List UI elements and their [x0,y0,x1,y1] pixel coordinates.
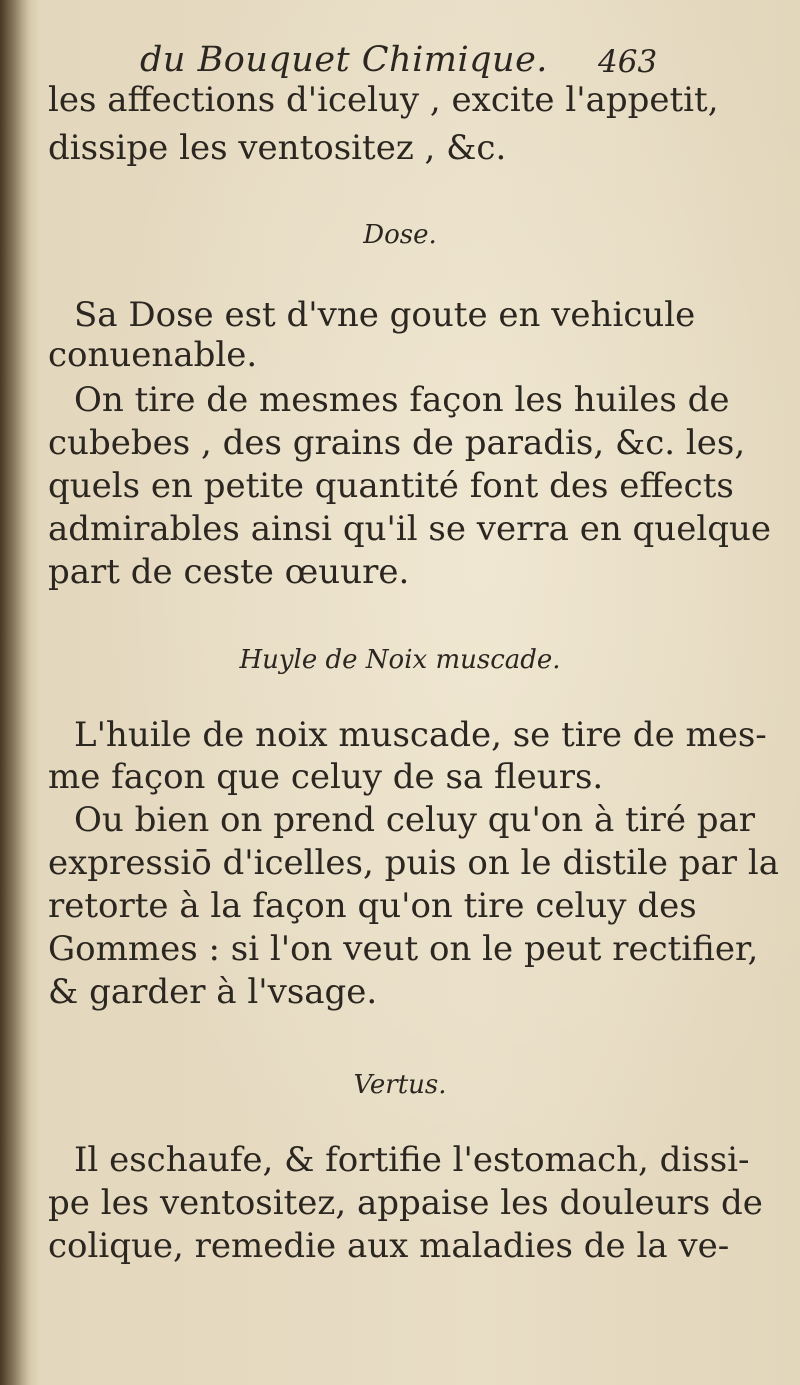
running-title: du Bouquet Chimique. [140,40,548,80]
text-line: L'huile de noix muscade, se tire de mes- [74,715,767,755]
text-line: expressiō d'icelles, puis on le distile par la [48,843,779,883]
text-line: pe les ventositez, appaise les douleurs de [48,1183,763,1223]
text-line: Sa Dose est d'vne goute en vehicule [74,295,696,335]
text-line: part de ceste œuure. [48,552,410,592]
text-line: retorte à la façon qu'on tire celuy des [48,886,697,926]
text-line: colique, remedie aux maladies de la ve- [48,1226,730,1266]
text-line: me façon que celuy de sa fleurs. [48,757,604,797]
text-line: quels en petite quantité font des effects [48,466,734,506]
section-heading-huyle-noix-muscade: Huyle de Noix muscade. [239,645,561,675]
text-line: admirables ainsi qu'il se verra en quelque [48,509,771,549]
section-heading-vertus: Vertus. [353,1070,447,1100]
text-line: Gommes : si l'on veut on le peut rectifier, [48,929,759,969]
text-line: les affections d'iceluy , excite l'appetit, [48,80,719,120]
text-line: Ou bien on prend celuy qu'on à tiré par [74,800,756,840]
section-heading-dose: Dose. [363,220,437,250]
page-number: 463 [598,44,658,80]
text-line: & garder à l'vsage. [48,972,378,1012]
text-line: On tire de mesmes façon les huiles de [74,380,730,420]
binding-gutter [0,0,30,1385]
text-line: Il eschaufe, & fortifie l'estomach, dissi- [74,1140,750,1180]
text-line: cubebes , des grains de paradis, &c. les, [48,423,746,463]
text-line: dissipe les ventositez , &c. [48,128,507,168]
text-line: conuenable. [48,335,258,375]
